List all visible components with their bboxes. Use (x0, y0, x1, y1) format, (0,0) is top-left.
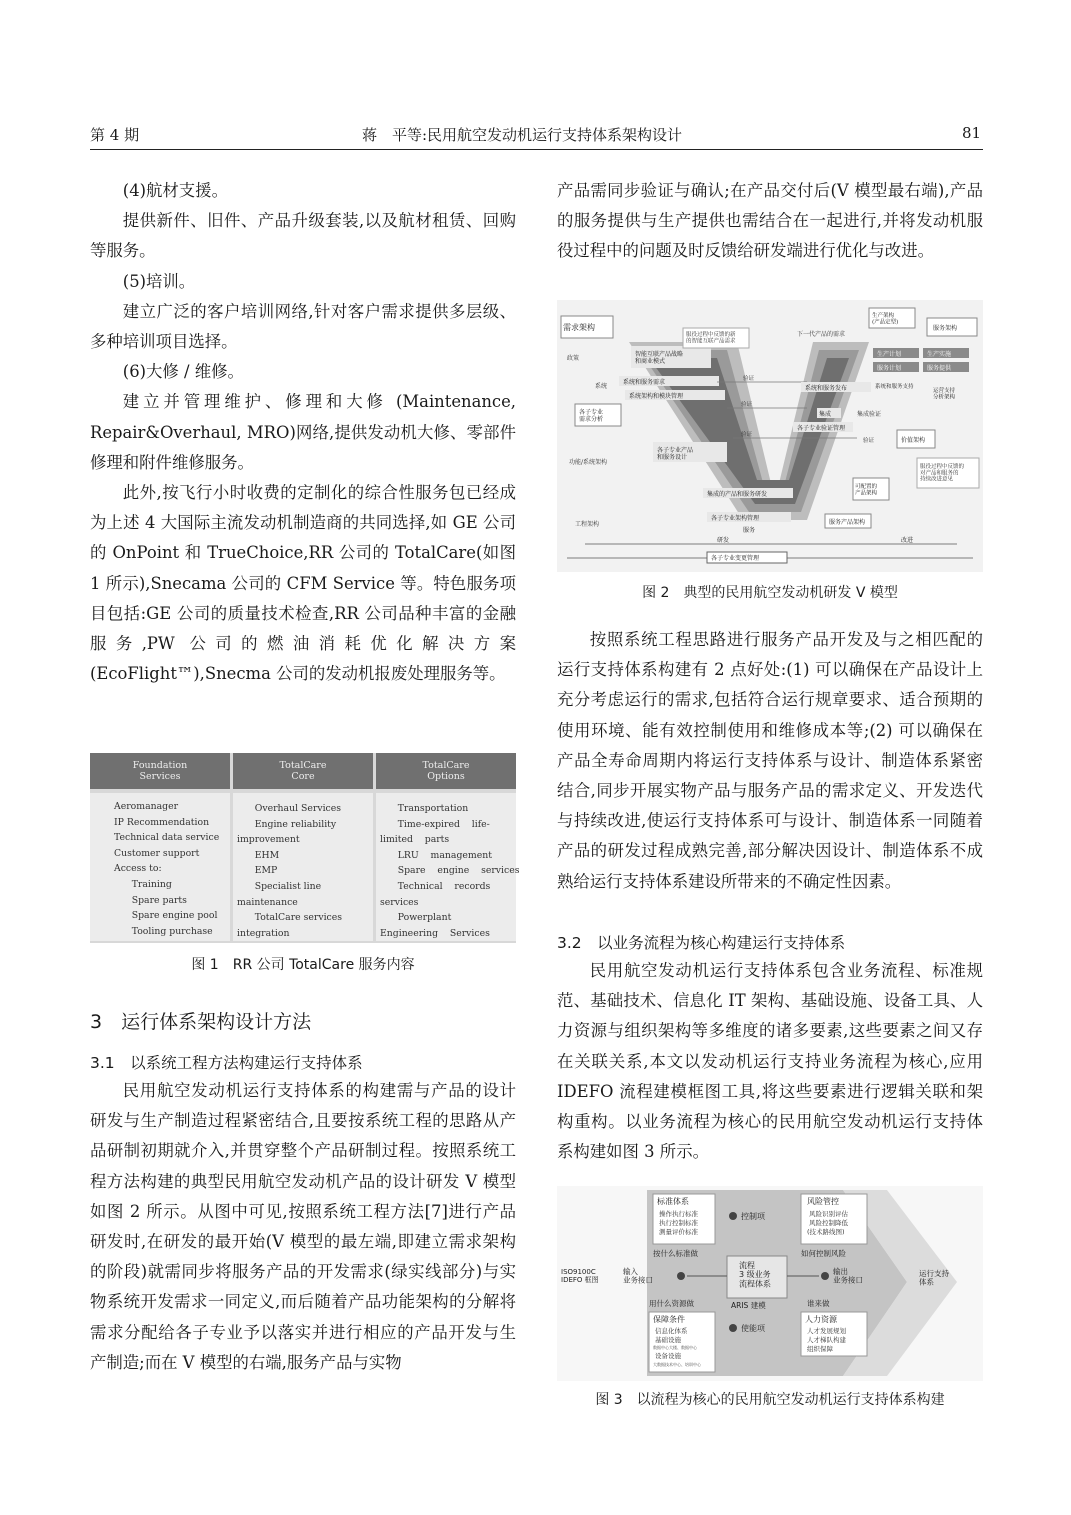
fig2-sys-svc-support: 系统和服务支持 (875, 384, 914, 390)
fig2-integrate-verify: 验证 (741, 432, 753, 438)
para-systems-engineering: 民用航空发动机运行支持体系的构建需与产品的设计研发与生产制造过程紧密结合,且要按系统工程的思路从产品研制初期就介入,并贯穿整个产品研制过程。按照系统工程方法构建的典型民用航空发动机产品的设计研发 V 模型如图 2 所示。从图中可见,按照系统工程方法[7]进行产品研发时,在研发的最开始(V 模型的最左端,即建立需求架构的阶段)就需同步将服务产品的开发需求(绿实线部分)与实物系统开发需求一同定义,而后随着产品功能架构的分解将需求分配给各子专业予以落实并进行相应的产品开发与生产制造;而在 V 模型的右端,服务产品与实物 (90, 1081, 516, 1372)
fig2-svc-plan: 服务计划 (877, 365, 902, 372)
fig2-system: 系统 (595, 383, 608, 390)
page-number: 81 (962, 124, 982, 142)
table-cell-line: Engine reliability (237, 818, 337, 830)
fig2-int-dev: 集成的产品和服务研发 (707, 491, 768, 498)
fig3-who: 谁来做 (807, 1299, 830, 1308)
table-cell-line: Spare parts (114, 894, 187, 906)
table-cell-line: services (380, 896, 419, 908)
section-3-2-heading: 3.2 以业务流程为核心构建运行支持体系 (557, 934, 846, 952)
fig2-feedback-top: 服役过程中反馈的新的智能互联产品需求 (686, 332, 736, 345)
fig2-sub-req: 各子专业需求分析 (579, 409, 604, 423)
fig3-core: 流程 3 级业务流程体系 (739, 1261, 771, 1289)
fig3-risk-item: 风险控制降低 (809, 1219, 848, 1227)
fig3-ops-system: 运行支持体系 (919, 1269, 949, 1287)
table-cell-line: Engineering Services (380, 927, 490, 939)
fig3-aris: ARIS 建模 (731, 1301, 766, 1310)
table-cell-line: Powerplant (380, 912, 452, 924)
fig2-sys-svc-pub: 系统和服务发布 (805, 385, 848, 392)
fig2-ops-support: 运营支持分析架构 (933, 388, 956, 401)
fig2-integrate: 集成 (819, 411, 832, 418)
fig3-standards-item: 测量评价标准 (659, 1228, 698, 1236)
fig2-svc-prod: 服务产品架构 (829, 519, 866, 526)
table-cell-line: Training (114, 878, 172, 890)
fig2-sub-arch-mgmt: 各子专业架构管理 (711, 515, 760, 522)
fig2-sys-arch-mgmt: 系统架构和模块管理 (629, 393, 684, 400)
table-cell-line: Time-expired life- (380, 818, 490, 830)
figure-2-v-model (557, 300, 983, 572)
para-mro-body: 建立并管理维护、修理和大修 (Maintenance, Repair&Overhaul, MRO)网络,提供发动机大修、零部件修理和附件维修服务。 (90, 392, 516, 472)
fig3-risk-item: (技术路线图) (807, 1228, 845, 1236)
table-cell-line: Technical data service (114, 832, 220, 844)
fig3-input: 输入业务接口 (623, 1267, 653, 1285)
issue-number: 第 4 期 (90, 126, 140, 144)
figure-2-caption: 图 2 典型的民用航空发动机研发 V 模型 (642, 585, 898, 601)
table-cell-line: Transportation (380, 803, 469, 814)
left-column-bottom (90, 1076, 516, 1378)
para-two-benefits: 按照系统工程思路进行服务产品开发及与之相匹配的运行支持体系构建有 2 点好处:(1) 可以确保在产品设计上充分考虑运行的需求,包括符合运行规章要求、适合预期的使用环境、能有效控制使用和维修成本等;(2) 可以确保在产品全寿命周期内将运行支持体系与设计、制造体系紧密结合,同步开展实物产品与服务产品的需求定义、开发迭代与持续改进,使运行支持体系可与设计、制造体系一同随着产品的研发过程成熟完善,部分解决因设计、制造体系不成熟给运行支持体系建设所带来的不确定性因素。 (557, 630, 983, 891)
fig3-standards-item: 执行控制标准 (659, 1219, 698, 1227)
table-cell-line: Technical records (380, 880, 491, 892)
fig2-eng-arch: 工程架构 (575, 521, 600, 528)
fig3-assure-item: 信息化体系 (655, 1327, 688, 1335)
section-3-1-heading: 3.1 以系统工程方法构建运行支持体系 (90, 1054, 363, 1072)
table-cell-line: Spare engine services (380, 865, 520, 877)
right-column-middle (557, 625, 983, 897)
header-rule (90, 149, 983, 150)
fig3-hr-item: 组织保障 (807, 1345, 833, 1353)
para-process-core: 民用航空发动机运行支持体系包含业务流程、标准规范、基础技术、信息化 IT 架构、基础设施、设备工具、人力资源与组织架构等多维度的诸多要素,这些要素之间又存在关联关系,本文以发动机运行支持业务流程为核心,应用 IDEFO 流程建模框图工具,将这些要素进行逻辑关联和架构重构。以业务流程为核心的民用航空发动机运行支持体系构建如图 3 所示。 (557, 961, 983, 1162)
fig3-standards-title: 标准体系 (657, 1197, 689, 1206)
fig3-resources-q: 用什么资源做 (649, 1299, 694, 1308)
fig2-improve: 改进 (901, 537, 914, 544)
para-continuation: 产品需同步验证与确认;在产品交付后(V 模型最右端),产品的服务提供与生产提供也需结合在一起进行,并将发动机服役过程中的问题及时反馈给研发端进行优化与改进。 (557, 181, 983, 261)
fig2-prod-impl: 生产实施 (927, 351, 952, 358)
fig3-how-std: 按什么标准做 (653, 1249, 698, 1258)
right-column-top (557, 176, 983, 267)
table-header-core (233, 753, 373, 789)
table-cell-line: integration (237, 927, 290, 939)
fig2-sub-verify-mgmt: 各子专业验证管理 (797, 425, 846, 432)
fig2-change-mgmt: 各子专业变更管理 (711, 555, 760, 562)
fig2-policy: 政策 (567, 355, 580, 362)
table-cell-line: improvement (237, 834, 300, 846)
fig3-enable: 使能项 (741, 1324, 765, 1333)
fig2-feedback-right: 服役过程中反馈的对产品和服务的持续改进意见 (920, 464, 965, 483)
fig2-rd: 研发 (717, 537, 730, 544)
fig3-assure-item: 设备设施 (655, 1352, 681, 1360)
fig3-assure-item: 数据中心大楼、数据中心 (653, 1345, 697, 1350)
fig2-req-arch: 需求架构 (563, 323, 595, 332)
table-cell-line: Customer support (114, 847, 200, 859)
fig2-prod-arch: 生产架构(产品定型) (872, 313, 899, 326)
para-training-title: (5)培训。 (122, 271, 196, 291)
table-header-options (376, 753, 516, 789)
table-header-text: TotalCare Core (279, 760, 327, 782)
fig3-standards-item: 操作执行标准 (659, 1210, 698, 1218)
table-col-foundation (90, 793, 230, 941)
fig3-assure-item: 基础设施 (655, 1336, 681, 1344)
table-header-text: TotalCare Options (422, 760, 470, 782)
para-mro-title: (6)大修 / 维修。 (122, 362, 244, 382)
table-cell-line: Overhaul Services (237, 803, 342, 814)
fig3-risk-item: 风险识别评估 (809, 1210, 848, 1218)
table-cell-line: Specialist line (237, 880, 322, 892)
fig3-output: 输出业务接口 (833, 1267, 863, 1285)
fig2-sub-design: 各子专业产品和服务设计 (657, 447, 694, 461)
fig2-sys-svc-req: 系统和服务需求 (623, 379, 666, 386)
table-cell-line: EMP (237, 865, 278, 877)
para-spares-body: 提供新件、旧件、产品升级套装,以及航材租赁、回购等服务。 (90, 211, 516, 261)
table-cell-line: EHM (237, 849, 280, 861)
table-cell-line: IP Recommendation (114, 816, 210, 828)
para-service-packages: 此外,按飞行小时收费的定制化的综合性服务包已经成为上述 4 大国际主流发动机制造商的共同选择,如 GE 公司的 OnPoint 和 TrueChoice,RR 公司的 TotalCare(如图 1 所示),Snecama 公司的 CFM Service 等。特色服务项目包括:GE 公司的质量技术检查,RR 公司品种丰富的金融服务,PW 公司的燃油消耗优化解决方案(EcoFlight™),Snecma 公司的发动机报废处理服务等。 (90, 483, 516, 684)
fig2-verify-right: 验证 (863, 438, 875, 444)
table-cell-line: maintenance (237, 896, 298, 908)
table-cell-line: TotalCare services (237, 912, 343, 924)
fig2-svc-provide: 服务提供 (927, 365, 952, 372)
fig2-smart: 智能互联产品战略和商业模式 (635, 351, 684, 365)
right-column-bottom (557, 956, 983, 1167)
running-title: 蒋 平等:民用航空发动机运行支持体系架构设计 (362, 126, 683, 144)
fig3-risk-title: 风险管控 (807, 1197, 839, 1206)
fig2-config-arch: 可配置的产品架构 (855, 484, 878, 497)
table-cell-line: Tooling purchase (114, 925, 213, 937)
figure-3-caption: 图 3 以流程为核心的民用航空发动机运行支持体系构建 (595, 1392, 945, 1408)
table-cell-line: Aeromanager (114, 801, 179, 812)
fig3-how-risk: 如何控制风险 (801, 1249, 846, 1258)
figure-1-table (90, 753, 520, 943)
table-col-core (233, 793, 373, 941)
table-cell-line: LRU management (380, 849, 492, 861)
fig2-int-verify: 集成验证 (857, 411, 882, 418)
left-column-top (90, 176, 516, 689)
fig2-verify: 验证 (743, 376, 755, 382)
fig2-func-arch: 功能/系统架构 (569, 459, 608, 466)
fig3-hr-item: 人才发展规划 (807, 1327, 846, 1335)
para-spares-title: (4)航材支援。 (122, 181, 228, 200)
table-cell-line: limited parts (380, 834, 450, 846)
fig2-validate: 验证 (741, 402, 753, 408)
para-training-body: 建立广泛的客户培训网络,针对客户需求提供多层级、多种培训项目选择。 (90, 301, 516, 352)
fig2-next-gen: 下一代产品的需求 (797, 331, 846, 338)
fig2-service: 服务 (743, 527, 756, 534)
figure-3-process-framework (557, 1186, 983, 1381)
table-header-foundation (90, 753, 230, 789)
fig3-assure-title: 保障条件 (653, 1315, 685, 1324)
fig3-assure-item: 大数据技术中心、培训中心 (653, 1362, 701, 1367)
figure-1-caption: 图 1 RR 公司 TotalCare 服务内容 (191, 957, 415, 973)
section-3-heading: 3 运行体系架构设计方法 (90, 1011, 312, 1033)
fig2-svc-arch: 服务架构 (933, 325, 958, 332)
fig3-hr-item: 人才梯队构建 (807, 1336, 846, 1344)
fig3-hr-title: 人力资源 (805, 1315, 837, 1324)
table-col-options (376, 793, 520, 941)
fig3-iso: ISO9100C IDEFO 框图 (561, 1268, 599, 1284)
table-cell-line: Spare engine pool (114, 910, 218, 922)
table-cell-line: Access to: (114, 863, 162, 875)
table-header-text: Foundation Services (132, 760, 188, 782)
fig2-prod-plan: 生产计划 (877, 351, 902, 358)
fig3-control: 控制项 (741, 1212, 765, 1221)
fig2-value-arch: 价值架构 (901, 437, 926, 444)
